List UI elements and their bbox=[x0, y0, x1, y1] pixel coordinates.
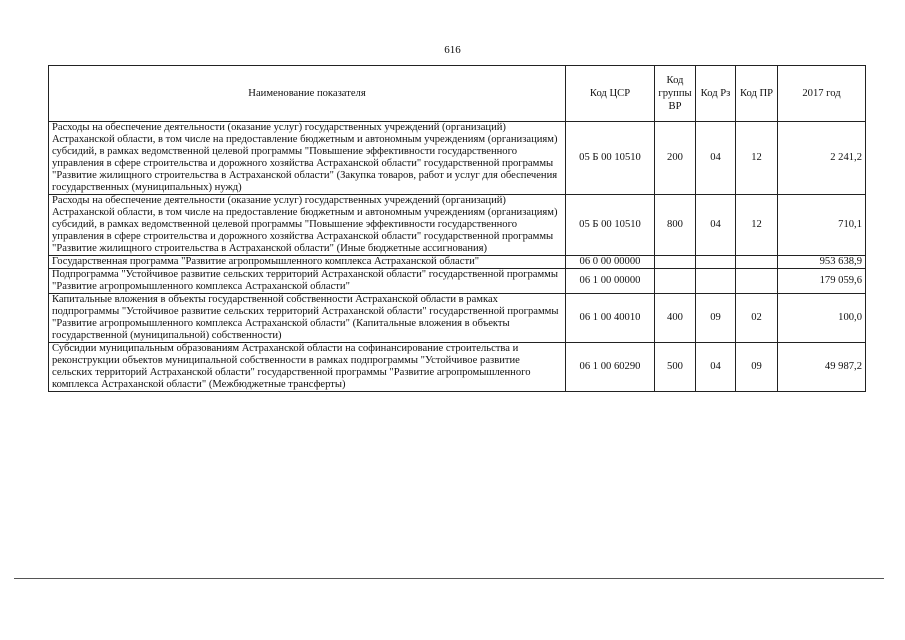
page-bottom-divider bbox=[14, 578, 884, 579]
row-rz bbox=[696, 269, 736, 294]
row-amount: 179 059,6 bbox=[778, 269, 866, 294]
table-row bbox=[49, 294, 866, 343]
table-row bbox=[49, 122, 866, 195]
row-pr: 12 bbox=[736, 195, 778, 256]
row-csr: 05 Б 00 10510 bbox=[566, 122, 655, 195]
row-vr bbox=[655, 269, 696, 294]
row-pr bbox=[736, 269, 778, 294]
table-header-row bbox=[49, 66, 866, 122]
header-name: Наименование показателя bbox=[49, 66, 566, 122]
row-name: Субсидии муниципальным образованиям Астраханской области на софинансирование строительства и реконструкции объектов муниципальной собственности в рамках подпрограммы "Устойчивое развитие сельских территорий Астраханской области" государственной программы "Развитие агропромышленного комплекса Астраханской области" (Межбюджетные трансферты) bbox=[49, 343, 566, 392]
row-csr: 06 1 00 00000 bbox=[566, 269, 655, 294]
row-rz: 04 bbox=[696, 122, 736, 195]
row-csr: 06 1 00 60290 bbox=[566, 343, 655, 392]
row-csr: 05 Б 00 10510 bbox=[566, 195, 655, 256]
row-csr: 06 1 00 40010 bbox=[566, 294, 655, 343]
page-number: 616 bbox=[444, 44, 461, 56]
table-row bbox=[49, 195, 866, 256]
row-pr: 02 bbox=[736, 294, 778, 343]
header-year: 2017 год bbox=[778, 66, 866, 122]
row-csr: 06 0 00 00000 bbox=[566, 256, 655, 269]
table-row bbox=[49, 343, 866, 392]
row-rz bbox=[696, 256, 736, 269]
row-amount: 953 638,9 bbox=[778, 256, 866, 269]
row-amount: 2 241,2 bbox=[778, 122, 866, 195]
row-vr bbox=[655, 256, 696, 269]
row-name: Капитальные вложения в объекты государственной собственности Астраханской области в рамках подпрограммы "Устойчивое развитие сельских территорий Астраханской области" государственной программы "Развитие агропромышленного комплекса Астраханской области" (Капитальные вложения в объекты государственной (муниципальной) собственности) bbox=[49, 294, 566, 343]
row-name: Государственная программа "Развитие агропромышленного комплекса Астраханской области" bbox=[49, 256, 566, 269]
row-vr: 500 bbox=[655, 343, 696, 392]
row-pr: 09 bbox=[736, 343, 778, 392]
table-row bbox=[49, 269, 866, 294]
row-rz: 04 bbox=[696, 195, 736, 256]
row-pr: 12 bbox=[736, 122, 778, 195]
row-amount: 100,0 bbox=[778, 294, 866, 343]
header-rz: Код Рз bbox=[696, 66, 736, 122]
header-vr: Код группы ВР bbox=[655, 66, 696, 122]
row-vr: 400 bbox=[655, 294, 696, 343]
row-amount: 49 987,2 bbox=[778, 343, 866, 392]
row-vr: 800 bbox=[655, 195, 696, 256]
row-amount: 710,1 bbox=[778, 195, 866, 256]
row-rz: 09 bbox=[696, 294, 736, 343]
row-vr: 200 bbox=[655, 122, 696, 195]
header-csr: Код ЦСР bbox=[566, 66, 655, 122]
row-name: Подпрограмма "Устойчивое развитие сельских территорий Астраханской области" государственной программы "Развитие агропромышленного комплекса Астраханской области" bbox=[49, 269, 566, 294]
budget-table bbox=[48, 65, 866, 392]
row-name: Расходы на обеспечение деятельности (оказание услуг) государственных учреждений (организаций) Астраханской области, в том числе на предоставление бюджетным и автономным учреждениям (организациям) субсидий, в рамках ведомственной целевой программы "Повышение эффективности государственного управления в сфере строительства и дорожного хозяйства Астраханской области" государственной программы "Развитие жилищного строительства в Астраханской области" (Иные бюджетные ассигнования) bbox=[49, 195, 566, 256]
row-rz: 04 bbox=[696, 343, 736, 392]
table-row bbox=[49, 256, 866, 269]
header-pr: Код ПР bbox=[736, 66, 778, 122]
row-name: Расходы на обеспечение деятельности (оказание услуг) государственных учреждений (организаций) Астраханской области, в том числе на предоставление бюджетным и автономным учреждениям (организациям) субсидий, в рамках ведомственной целевой программы "Повышение эффективности государственного управления в сфере строительства и дорожного хозяйства Астраханской области" государственной программы "Развитие жилищного строительства в Астраханской области" (Закупка товаров, работ и услуг для обеспечения государственных (муниципальных) нужд) bbox=[49, 122, 566, 195]
row-pr bbox=[736, 256, 778, 269]
